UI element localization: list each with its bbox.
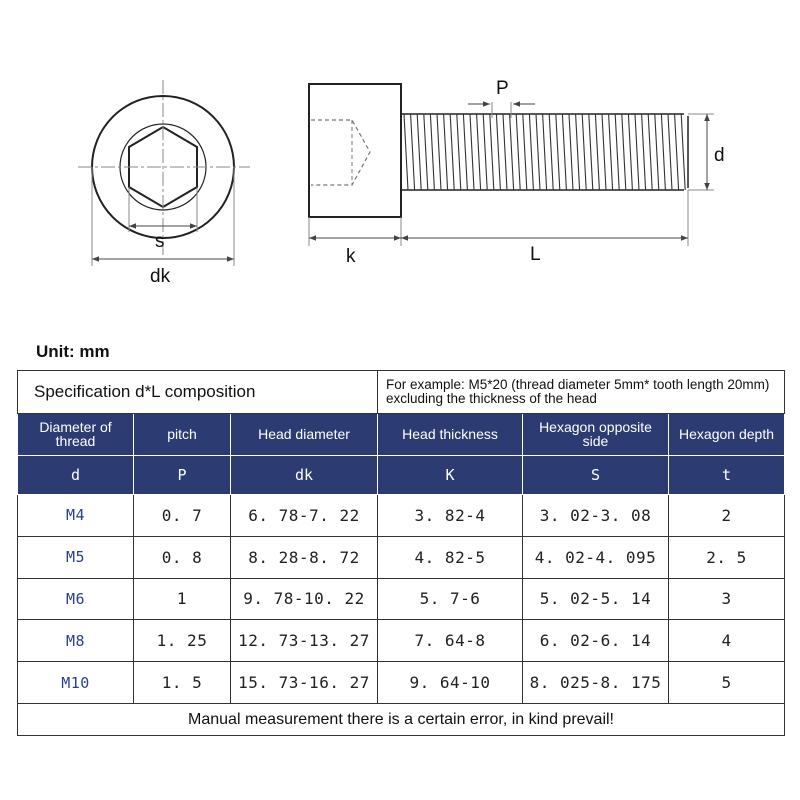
header-hex-opposite-side: Hexagon opposite side (523, 413, 669, 455)
thread-crest (536, 114, 540, 190)
size-cell: M5 (18, 536, 134, 578)
thread-crest (595, 114, 599, 190)
pitch-cell: 1 (134, 578, 231, 620)
socket-hidden-lines (311, 120, 370, 185)
thread-crest (430, 114, 434, 190)
head-diameter-cell: 9. 78-10. 22 (231, 578, 378, 620)
head-diameter-cell: 15. 73-16. 27 (231, 662, 378, 704)
header-head-thickness: Head thickness (378, 413, 523, 455)
screw-technical-drawing (0, 0, 800, 300)
hex-depth-cell: 2 (669, 494, 785, 536)
thread-lines (404, 114, 685, 190)
k-label: k (346, 246, 356, 267)
hex-side-cell: 5. 02-5. 14 (523, 578, 669, 620)
head-thickness-cell: 4. 82-5 (378, 536, 523, 578)
size-cell: M4 (18, 494, 134, 536)
thread-crest (556, 114, 560, 190)
dk-label: dk (150, 266, 171, 287)
thread-crest (602, 114, 606, 190)
specification-table (17, 370, 785, 736)
thread-crest (549, 114, 553, 190)
s-label: s (155, 231, 165, 252)
head-thickness-cell: 3. 82-4 (378, 494, 523, 536)
pitch-cell: 0. 7 (134, 494, 231, 536)
thread-crest (681, 114, 685, 190)
symbol-cell: P (134, 455, 231, 494)
spec-example (378, 371, 785, 414)
spec-example-line2: excluding the thickness of the head (386, 390, 597, 406)
p-label: P (496, 78, 509, 99)
table-row (18, 578, 785, 620)
thread-crest (648, 114, 652, 190)
hex-depth-cell: 4 (669, 620, 785, 662)
thread-crest (503, 114, 507, 190)
header-hex-depth: Hexagon depth (669, 413, 785, 455)
thread-crest (562, 114, 566, 190)
d-label: d (714, 145, 725, 166)
thread-crest (589, 114, 593, 190)
thread-crest (661, 114, 665, 190)
footer-row (18, 704, 785, 736)
spec-example-line1: For example: M5*20 (thread diameter 5mm* tooth length 20mm) (386, 376, 770, 392)
thread-crest (463, 114, 467, 190)
symbol-cell: K (378, 455, 523, 494)
thread-crest (444, 114, 448, 190)
thread-crest (529, 114, 533, 190)
symbol-cell: S (523, 455, 669, 494)
hex-side-cell: 3. 02-3. 08 (523, 494, 669, 536)
thread-crest (437, 114, 441, 190)
head-profile (309, 84, 401, 217)
head-diameter-cell: 12. 73-13. 27 (231, 620, 378, 662)
spec-composition-row (18, 371, 785, 414)
head-thickness-cell: 7. 64-8 (378, 620, 523, 662)
header-head-diameter: Head diameter (231, 413, 378, 455)
thread-crest (470, 114, 474, 190)
header-row (18, 413, 785, 455)
thread-crest (404, 114, 408, 190)
size-cell: M6 (18, 578, 134, 620)
thread-crest (417, 114, 421, 190)
pitch-cell: 0. 8 (134, 536, 231, 578)
thread-crest (411, 114, 415, 190)
header-pitch: pitch (134, 413, 231, 455)
symbol-row (18, 455, 785, 494)
thread-crest (582, 114, 586, 190)
screw-side-view (309, 84, 714, 246)
thread-crest (622, 114, 626, 190)
hex-side-cell: 4. 02-4. 095 (523, 536, 669, 578)
thread-crest (424, 114, 428, 190)
hex-depth-cell: 5 (669, 662, 785, 704)
pitch-cell: 1. 5 (134, 662, 231, 704)
thread-crest (668, 114, 672, 190)
hex-depth-cell: 2. 5 (669, 536, 785, 578)
table-row (18, 662, 785, 704)
thread-crest (477, 114, 481, 190)
thread-crest (576, 114, 580, 190)
thread-crest (516, 114, 520, 190)
thread-crest (543, 114, 547, 190)
thread-crest (490, 114, 494, 190)
header-thread-diameter: Diameter of thread (18, 413, 134, 455)
thread-crest (457, 114, 461, 190)
thread-crest (628, 114, 632, 190)
spec-title: Specification d*L composition (18, 371, 378, 414)
head-thickness-cell: 5. 7-6 (378, 578, 523, 620)
thread-crest (609, 114, 613, 190)
thread-crest (496, 114, 500, 190)
symbol-cell: d (18, 455, 134, 494)
thread-crest (615, 114, 619, 190)
thread-crest (450, 114, 454, 190)
hex-depth-cell: 3 (669, 578, 785, 620)
thread-crest (523, 114, 527, 190)
pitch-cell: 1. 25 (134, 620, 231, 662)
hex-side-cell: 8. 025-8. 175 (523, 662, 669, 704)
l-label: L (530, 244, 541, 265)
thread-crest (655, 114, 659, 190)
thread-crest (675, 114, 679, 190)
thread-crest (483, 114, 487, 190)
thread-crest (642, 114, 646, 190)
hex-side-cell: 6. 02-6. 14 (523, 620, 669, 662)
footer-note: Manual measurement there is a certain error, in kind prevail! (18, 704, 785, 736)
size-cell: M8 (18, 620, 134, 662)
table-row (18, 620, 785, 662)
head-thickness-cell: 9. 64-10 (378, 662, 523, 704)
thread-crest (569, 114, 573, 190)
head-diameter-cell: 8. 28-8. 72 (231, 536, 378, 578)
thread-crest (635, 114, 639, 190)
table-row (18, 536, 785, 578)
head-diameter-cell: 6. 78-7. 22 (231, 494, 378, 536)
symbol-cell: dk (231, 455, 378, 494)
symbol-cell: t (669, 455, 785, 494)
unit-label: Unit: mm (36, 342, 110, 361)
thread-crest (510, 114, 514, 190)
size-cell: M10 (18, 662, 134, 704)
table-row (18, 494, 785, 536)
